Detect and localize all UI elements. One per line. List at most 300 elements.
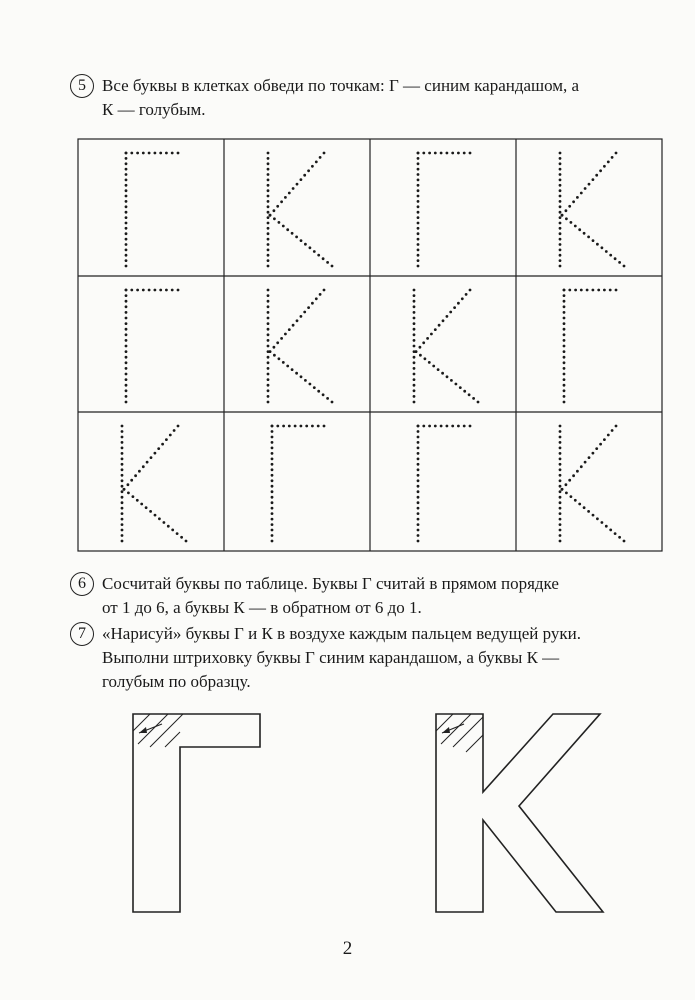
dot bbox=[559, 507, 562, 510]
dot bbox=[463, 390, 466, 393]
dot bbox=[331, 265, 334, 268]
dot bbox=[309, 246, 312, 249]
dot bbox=[603, 289, 606, 292]
dot bbox=[417, 485, 420, 488]
dot bbox=[121, 540, 124, 543]
dot bbox=[125, 317, 128, 320]
grid-cell bbox=[78, 276, 224, 412]
dot bbox=[457, 302, 460, 305]
dot bbox=[267, 322, 270, 325]
arrow-icon bbox=[139, 727, 147, 733]
dot bbox=[171, 529, 174, 532]
dot bbox=[603, 438, 606, 441]
dot bbox=[180, 536, 183, 539]
dot bbox=[417, 157, 420, 160]
dot bbox=[417, 441, 420, 444]
dot bbox=[441, 372, 444, 375]
dot bbox=[417, 222, 420, 225]
dot bbox=[417, 436, 420, 439]
dot bbox=[311, 425, 314, 428]
dot bbox=[570, 495, 573, 498]
dot bbox=[121, 430, 124, 433]
dot bbox=[559, 259, 562, 262]
dot bbox=[125, 157, 128, 160]
dot bbox=[271, 485, 274, 488]
dot bbox=[559, 490, 562, 493]
dotted-letter-k bbox=[267, 152, 334, 268]
dot bbox=[125, 333, 128, 336]
dot bbox=[472, 397, 475, 400]
dot bbox=[163, 521, 166, 524]
dot bbox=[305, 425, 308, 428]
dot bbox=[563, 361, 566, 364]
dot bbox=[171, 289, 174, 292]
task-7 bbox=[72, 622, 672, 694]
dot bbox=[267, 243, 270, 246]
dot bbox=[267, 328, 270, 331]
dot bbox=[592, 289, 595, 292]
dot bbox=[134, 474, 137, 477]
dot bbox=[457, 425, 460, 428]
dot bbox=[267, 317, 270, 320]
dot bbox=[563, 300, 566, 303]
dot bbox=[323, 289, 326, 292]
dot bbox=[171, 152, 174, 155]
dot bbox=[267, 184, 270, 187]
dot bbox=[559, 485, 562, 488]
dot bbox=[130, 152, 133, 155]
dot bbox=[422, 341, 425, 344]
dot bbox=[457, 152, 460, 155]
dot bbox=[607, 434, 610, 437]
dot bbox=[463, 152, 466, 155]
dot bbox=[142, 152, 145, 155]
grid-cell bbox=[370, 412, 516, 551]
dot bbox=[559, 184, 562, 187]
dot bbox=[296, 319, 299, 322]
dot bbox=[121, 425, 124, 428]
dot bbox=[417, 254, 420, 257]
dot bbox=[449, 311, 452, 314]
dot bbox=[280, 337, 283, 340]
dot bbox=[595, 174, 598, 177]
dot bbox=[121, 468, 124, 471]
dot bbox=[417, 540, 420, 543]
dot bbox=[125, 249, 128, 252]
dot bbox=[271, 474, 274, 477]
dot bbox=[267, 152, 270, 155]
dot bbox=[605, 525, 608, 528]
dot bbox=[267, 232, 270, 235]
dot bbox=[121, 441, 124, 444]
dot bbox=[434, 152, 437, 155]
dot bbox=[267, 216, 270, 219]
dot bbox=[578, 503, 581, 506]
dot bbox=[130, 289, 133, 292]
grid-cell bbox=[224, 412, 370, 551]
dot bbox=[618, 261, 621, 264]
dot bbox=[319, 156, 322, 159]
dot bbox=[125, 356, 128, 359]
dot bbox=[417, 211, 420, 214]
dot bbox=[284, 196, 287, 199]
dot bbox=[303, 174, 306, 177]
dot bbox=[559, 152, 562, 155]
dot bbox=[271, 523, 274, 526]
dot bbox=[125, 189, 128, 192]
dot bbox=[563, 311, 566, 314]
dot bbox=[417, 447, 420, 450]
dot bbox=[417, 179, 420, 182]
dot bbox=[442, 319, 445, 322]
dot bbox=[563, 384, 566, 387]
dot bbox=[578, 228, 581, 231]
dot bbox=[123, 488, 126, 491]
dot bbox=[417, 430, 420, 433]
task-number-7: 7 bbox=[70, 622, 94, 646]
dot bbox=[428, 152, 431, 155]
dot bbox=[271, 436, 274, 439]
dot bbox=[267, 294, 270, 297]
dot bbox=[559, 540, 562, 543]
dot bbox=[138, 470, 141, 473]
dot bbox=[559, 162, 562, 165]
dot bbox=[269, 214, 272, 217]
dot bbox=[428, 425, 431, 428]
dot bbox=[463, 425, 466, 428]
dot bbox=[599, 169, 602, 172]
dot bbox=[273, 209, 276, 212]
dot bbox=[121, 496, 124, 499]
dot bbox=[267, 265, 270, 268]
dot bbox=[271, 452, 274, 455]
dot bbox=[432, 365, 435, 368]
dot bbox=[428, 361, 431, 364]
dot bbox=[121, 518, 124, 521]
dot bbox=[559, 436, 562, 439]
dot bbox=[559, 265, 562, 268]
dot bbox=[561, 488, 564, 491]
dot bbox=[559, 441, 562, 444]
dot bbox=[559, 523, 562, 526]
dot bbox=[121, 463, 124, 466]
dot bbox=[565, 492, 568, 495]
dot bbox=[559, 534, 562, 537]
dot bbox=[271, 529, 274, 532]
dot bbox=[267, 227, 270, 230]
dot bbox=[273, 354, 276, 357]
dot bbox=[322, 257, 325, 260]
dot bbox=[121, 512, 124, 515]
dot bbox=[559, 468, 562, 471]
dot bbox=[154, 289, 157, 292]
dot bbox=[580, 192, 583, 195]
dot bbox=[434, 425, 437, 428]
dot bbox=[136, 499, 139, 502]
dot bbox=[267, 378, 270, 381]
dot bbox=[150, 456, 153, 459]
dot bbox=[559, 189, 562, 192]
dot bbox=[300, 425, 303, 428]
grid-cell bbox=[516, 412, 662, 551]
dot bbox=[434, 328, 437, 331]
dot bbox=[267, 300, 270, 303]
dot bbox=[587, 510, 590, 513]
dot bbox=[282, 361, 285, 364]
dot bbox=[267, 173, 270, 176]
task-6-line-1: Сосчитай буквы по таблице. Буквы Г считай в прямом порядке bbox=[102, 574, 559, 593]
dotted-letter-k bbox=[267, 289, 334, 404]
dot bbox=[568, 479, 571, 482]
dot bbox=[278, 221, 281, 224]
dot bbox=[586, 289, 589, 292]
dot bbox=[125, 339, 128, 342]
dot bbox=[121, 458, 124, 461]
dot bbox=[322, 393, 325, 396]
dot bbox=[267, 249, 270, 252]
dot bbox=[413, 356, 416, 359]
dot bbox=[417, 512, 420, 515]
dot bbox=[319, 293, 322, 296]
dot bbox=[331, 401, 334, 404]
dot bbox=[271, 496, 274, 499]
dot bbox=[125, 184, 128, 187]
dot bbox=[417, 458, 420, 461]
dot bbox=[563, 350, 566, 353]
dot bbox=[300, 375, 303, 378]
dot bbox=[417, 173, 420, 176]
dot bbox=[159, 152, 162, 155]
dot bbox=[559, 501, 562, 504]
dot bbox=[267, 356, 270, 359]
dot bbox=[559, 512, 562, 515]
dot bbox=[559, 200, 562, 203]
dot bbox=[559, 458, 562, 461]
dot bbox=[572, 474, 575, 477]
dot bbox=[267, 195, 270, 198]
dot bbox=[307, 169, 310, 172]
dot bbox=[165, 289, 168, 292]
dot bbox=[623, 540, 626, 543]
dot bbox=[469, 152, 472, 155]
dot bbox=[125, 179, 128, 182]
dot bbox=[559, 254, 562, 257]
dot bbox=[267, 395, 270, 398]
dot bbox=[417, 189, 420, 192]
dot bbox=[576, 196, 579, 199]
dot bbox=[413, 333, 416, 336]
dot bbox=[177, 425, 180, 428]
dot bbox=[417, 227, 420, 230]
dot bbox=[469, 425, 472, 428]
dot bbox=[276, 205, 279, 208]
dot bbox=[417, 168, 420, 171]
dot bbox=[271, 512, 274, 515]
dot bbox=[125, 232, 128, 235]
dot bbox=[276, 341, 279, 344]
dot bbox=[121, 474, 124, 477]
dot bbox=[450, 379, 453, 382]
dot bbox=[267, 254, 270, 257]
dot bbox=[413, 367, 416, 370]
dot bbox=[417, 518, 420, 521]
dot bbox=[140, 503, 143, 506]
dot bbox=[121, 490, 124, 493]
dot bbox=[413, 317, 416, 320]
dot bbox=[282, 425, 285, 428]
dotted-letter-k bbox=[121, 425, 188, 543]
dot bbox=[559, 216, 562, 219]
dot bbox=[601, 246, 604, 249]
dot bbox=[413, 328, 416, 331]
dot bbox=[588, 456, 591, 459]
dot bbox=[267, 222, 270, 225]
dot bbox=[326, 397, 329, 400]
dot bbox=[278, 357, 281, 360]
dot bbox=[309, 383, 312, 386]
dot bbox=[559, 518, 562, 521]
dotted-letter-k bbox=[413, 289, 480, 404]
dot bbox=[459, 386, 462, 389]
dot bbox=[563, 289, 566, 292]
dot bbox=[440, 425, 443, 428]
dot bbox=[291, 368, 294, 371]
dot bbox=[165, 438, 168, 441]
dot bbox=[125, 361, 128, 364]
dot bbox=[267, 189, 270, 192]
dot bbox=[125, 289, 128, 292]
dot bbox=[417, 529, 420, 532]
dotted-letter-k bbox=[559, 152, 626, 268]
dot bbox=[300, 239, 303, 242]
dot bbox=[125, 367, 128, 370]
dot bbox=[286, 365, 289, 368]
dot bbox=[446, 152, 449, 155]
dot bbox=[125, 205, 128, 208]
dot bbox=[583, 232, 586, 235]
dot bbox=[597, 289, 600, 292]
dot bbox=[417, 238, 420, 241]
dot bbox=[563, 389, 566, 392]
dot bbox=[273, 346, 276, 349]
dot bbox=[413, 322, 416, 325]
dot bbox=[142, 289, 145, 292]
dot bbox=[592, 239, 595, 242]
dot bbox=[125, 168, 128, 171]
dot bbox=[323, 152, 326, 155]
dot bbox=[417, 205, 420, 208]
dot bbox=[615, 152, 618, 155]
dot bbox=[149, 510, 152, 513]
dot bbox=[596, 243, 599, 246]
dot bbox=[413, 378, 416, 381]
dot bbox=[451, 152, 454, 155]
dotted-letter-g bbox=[563, 289, 618, 404]
dot bbox=[121, 534, 124, 537]
dot bbox=[326, 261, 329, 264]
dot bbox=[611, 156, 614, 159]
dot bbox=[453, 306, 456, 309]
dot bbox=[565, 217, 568, 220]
dotted-letter-g bbox=[417, 152, 472, 268]
dot bbox=[271, 490, 274, 493]
dot bbox=[267, 168, 270, 171]
dot bbox=[125, 395, 128, 398]
dot bbox=[446, 425, 449, 428]
dot bbox=[125, 378, 128, 381]
dot bbox=[159, 289, 162, 292]
page-number: 2 bbox=[342, 938, 353, 959]
dot bbox=[469, 289, 472, 292]
dot bbox=[574, 289, 577, 292]
dot bbox=[559, 452, 562, 455]
dot bbox=[154, 152, 157, 155]
dot bbox=[559, 447, 562, 450]
dot bbox=[132, 495, 135, 498]
dot bbox=[592, 178, 595, 181]
dot bbox=[288, 328, 291, 331]
dot bbox=[559, 195, 562, 198]
grid-cell bbox=[370, 139, 516, 276]
dot bbox=[596, 517, 599, 520]
dot bbox=[127, 492, 130, 495]
dot bbox=[563, 401, 566, 404]
task-5-line-1: Все буквы в клетках обведи по точкам: Г — синим карандашом, а bbox=[102, 76, 580, 95]
dot bbox=[468, 393, 471, 396]
dot bbox=[417, 232, 420, 235]
dot bbox=[292, 187, 295, 190]
dot bbox=[563, 322, 566, 325]
dot bbox=[271, 540, 274, 543]
dot bbox=[563, 294, 566, 297]
dot bbox=[267, 345, 270, 348]
dot bbox=[455, 383, 458, 386]
dot bbox=[563, 339, 566, 342]
task-5-line-2: К — голубым. bbox=[102, 100, 206, 119]
dot bbox=[125, 328, 128, 331]
dot bbox=[574, 225, 577, 228]
dot bbox=[125, 222, 128, 225]
dot bbox=[267, 373, 270, 376]
dot bbox=[294, 425, 297, 428]
grid-cell bbox=[78, 412, 224, 551]
dot bbox=[169, 434, 172, 437]
dot bbox=[125, 384, 128, 387]
dot bbox=[271, 518, 274, 521]
dot bbox=[267, 367, 270, 370]
dot bbox=[568, 289, 571, 292]
dot bbox=[267, 311, 270, 314]
dot bbox=[614, 257, 617, 260]
outline-letter-g bbox=[133, 714, 260, 912]
dot bbox=[125, 345, 128, 348]
dot bbox=[267, 384, 270, 387]
dot bbox=[417, 507, 420, 510]
dot bbox=[417, 249, 420, 252]
dot bbox=[267, 389, 270, 392]
dot bbox=[424, 357, 427, 360]
dot bbox=[313, 250, 316, 253]
dot bbox=[267, 200, 270, 203]
dot bbox=[611, 429, 614, 432]
task-number-5: 5 bbox=[70, 74, 94, 98]
dot bbox=[465, 293, 468, 296]
dot bbox=[304, 243, 307, 246]
dot bbox=[563, 345, 566, 348]
dot bbox=[563, 317, 566, 320]
dot bbox=[267, 361, 270, 364]
dot bbox=[271, 534, 274, 537]
